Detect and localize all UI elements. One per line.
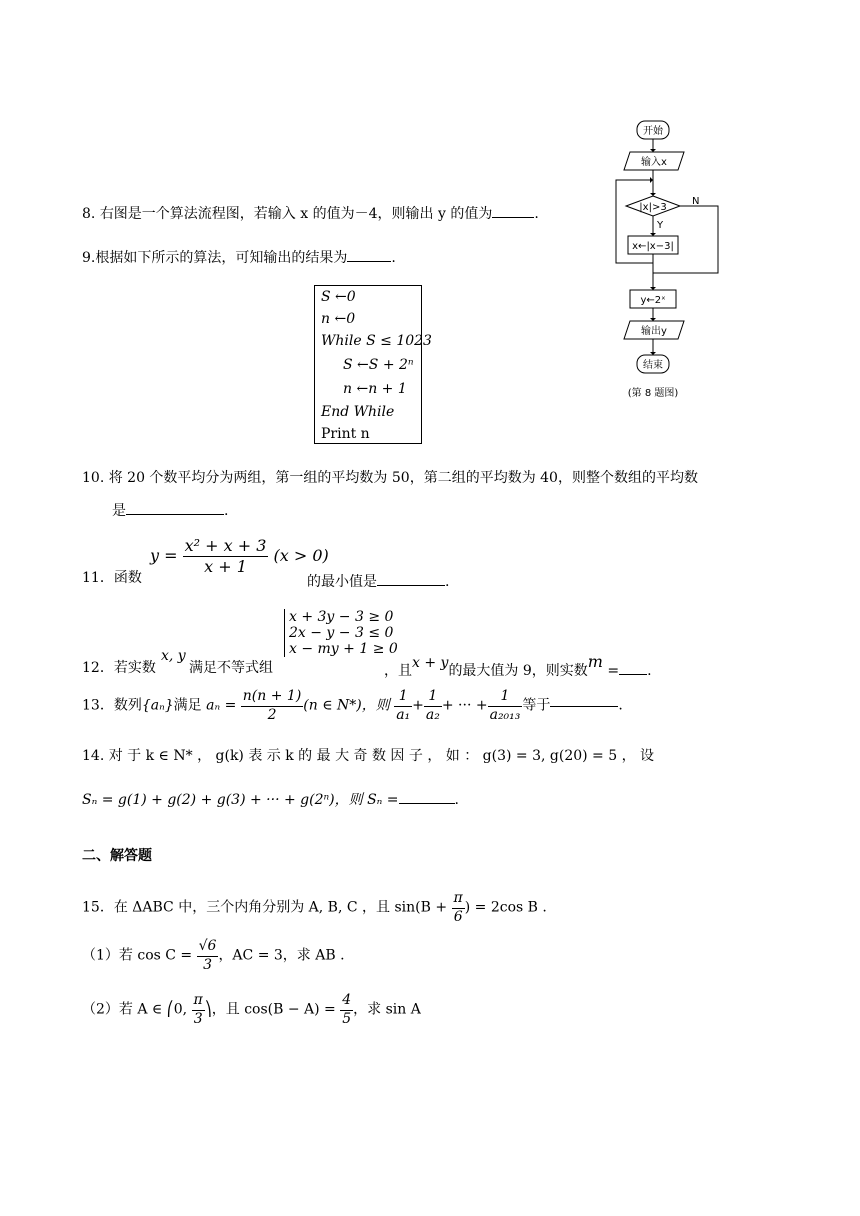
algo-line: S ←S + 2ⁿ	[343, 357, 414, 373]
algo-line: End While	[321, 404, 395, 420]
q14-number: 14.	[82, 748, 105, 764]
q15-sqrt6-over-3	[197, 938, 219, 974]
q12-tail: 的最大值为 9，则实数	[448, 663, 588, 679]
q13-frac-1-den: a₁	[396, 706, 411, 723]
q11-condition: (x > 0)	[273, 546, 329, 565]
q14-line2: Sₙ = g(1) + g(2) + g(3) + ··· + g(2ⁿ)，则 Sₙ =	[82, 792, 399, 808]
q13-frac-2-den: a₂	[425, 706, 440, 723]
question-14-continued	[82, 792, 459, 809]
flow-start-label: 开始	[643, 126, 663, 137]
q9-number: 9.	[82, 250, 96, 266]
question-10-continued	[112, 503, 228, 520]
q11-fraction	[183, 536, 269, 577]
q15-p1-b: ，AC = 3，求 AB .	[218, 947, 345, 964]
q12-and: ，且	[384, 663, 412, 679]
q13-end: .	[618, 697, 623, 714]
q9-end: .	[391, 250, 396, 266]
q11-tail: 的最小值是	[307, 574, 377, 590]
q10-end: .	[224, 503, 229, 519]
q15-three: 3	[203, 956, 212, 973]
q12-ineq-1: x + 3y − 3 ≥ 0	[289, 609, 394, 625]
q15-pi-over-6	[452, 890, 465, 926]
q13-frac-2	[424, 688, 442, 724]
q14-line1: 对 于 k ∈ N* ， g(k) 表 示 k 的 最 大 奇 数 因 子 ， 如 ： g(3) = 3, g(20) = 5 ， 设	[108, 748, 655, 764]
q12-end: .	[647, 663, 652, 679]
flow-process-label: x←|x−3|	[632, 241, 674, 252]
q12-inequality-system	[284, 609, 398, 657]
q10-line1: 将 20 个数平均分为两组，第一组的平均数为 50，第二组的平均数为 40，则整个数组的平均数	[108, 470, 698, 486]
q12-eq: =	[607, 663, 620, 679]
q15-six: 6	[453, 908, 463, 925]
q11-function	[150, 536, 329, 577]
q12-ineq-2: 2x − y − 3 ≤ 0	[289, 625, 394, 642]
q12-vars: x, y	[161, 648, 186, 664]
q14-end: .	[454, 792, 459, 808]
q13-an: aₙ =	[206, 697, 237, 714]
q15-line1-b: ) = 2cos B .	[464, 899, 547, 916]
q13-number: 13．	[82, 697, 114, 714]
q11-numerator: x² + x + 3	[184, 536, 267, 555]
question-9	[82, 250, 396, 267]
q13-answer-blank[interactable]	[550, 705, 618, 707]
q8-answer-blank[interactable]	[492, 216, 534, 218]
q11-denominator: x + 1	[204, 557, 247, 576]
q13-fraction	[241, 688, 304, 724]
q8-end: .	[534, 206, 539, 222]
q13-lead: 数列	[113, 697, 142, 714]
q15-pi2: π	[192, 992, 205, 1011]
q13-frac-3-num: 1	[488, 688, 523, 707]
algo-line: S ←0	[321, 289, 356, 305]
q11-number: 11．	[82, 570, 114, 586]
q13-frac-1-num: 1	[394, 688, 412, 707]
q8-text: 右图是一个算法流程图，若输入 x 的值为－4，则输出 y 的值为	[99, 206, 493, 222]
q12-lead: 若实数	[113, 660, 156, 676]
q13-tail: 等于	[522, 697, 551, 714]
q10-line2: 是	[112, 503, 126, 519]
q12-ineq-3: x − my + 1 ≥ 0	[289, 641, 398, 658]
q13-numerator: n(n + 1)	[241, 688, 304, 707]
q11-end: .	[445, 574, 450, 590]
algo-line: n ←0	[321, 311, 356, 327]
q15-sqrt6: √6	[197, 938, 219, 957]
q15-number: 15．	[82, 899, 114, 916]
q15-four: 4	[340, 992, 353, 1011]
question-12-tail	[384, 652, 652, 680]
flowchart	[600, 118, 740, 408]
q15-five: 5	[342, 1010, 352, 1027]
q9-answer-blank[interactable]	[347, 260, 391, 262]
q10-answer-blank[interactable]	[126, 513, 224, 515]
q12-number: 12．	[82, 660, 114, 676]
q15-p2-c: ，求 sin A	[353, 1001, 421, 1018]
q13-mid: 满足	[173, 697, 202, 714]
q15-pi: π	[452, 890, 465, 909]
q13-frac-1	[394, 688, 412, 724]
q15-line1-a: 在 ΔABC 中，三个内角分别为 A, B, C ，且 sin(B +	[113, 899, 448, 916]
flow-output-label: 输出y	[641, 326, 667, 337]
q13-frac-2-num: 1	[424, 688, 442, 707]
q13-seq: {aₙ}	[141, 697, 174, 714]
section-2-title: 二、解答题	[82, 848, 152, 864]
algo-line: Print n	[321, 426, 370, 442]
q15-pi-over-3	[192, 992, 205, 1028]
q13-dots: + ··· +	[441, 697, 488, 714]
q15-p1-a: （1）若 cos C =	[82, 947, 193, 964]
q9-text: 根据如下所示的算法，可知输出的结果为	[95, 250, 348, 266]
flow-end-label: 结束	[643, 360, 663, 371]
question-11-tail	[307, 574, 449, 591]
q10-number: 10.	[82, 470, 105, 486]
q13-frac-3-den: a₂₀₁₃	[489, 706, 521, 723]
flowchart-caption: (第 8 题图)	[627, 388, 679, 399]
flow-input-label: 输入x	[641, 157, 667, 168]
q11-answer-blank[interactable]	[377, 584, 445, 586]
question-15	[82, 890, 547, 926]
question-8	[82, 206, 539, 223]
q12-answer-blank[interactable]	[619, 673, 647, 675]
q13-cond: (n ∈ N*)，则	[303, 697, 390, 714]
algo-line: While S ≤ 1023	[321, 333, 432, 349]
flow-yes-label: Y	[657, 220, 664, 231]
flow-assign-label: y←2ˣ	[640, 295, 666, 306]
q11-y: y =	[150, 546, 178, 565]
q15-four-fifths	[340, 992, 353, 1028]
q15-p2-b: ⎞，且 cos(B − A) =	[204, 1001, 336, 1018]
question-15-part-2	[82, 992, 421, 1028]
algorithm-box	[314, 285, 432, 444]
q14-answer-blank[interactable]	[399, 802, 455, 804]
question-11-label	[82, 570, 142, 587]
flow-no-label: N	[692, 196, 700, 207]
algo-line: n ←n + 1	[343, 381, 407, 397]
question-12-lead	[82, 660, 156, 677]
q15-p2-a: （2）若 A ∈ ⎛0,	[82, 1001, 188, 1018]
q12-brace	[284, 609, 398, 657]
question-13: 13．数列{aₙ}满足 aₙ = $\frac{n(n + 1)}{2}$ (n ∈ N*)，则 $\frac{1}{\text{a₁}}$ + $\frac{1}{\text{a₂}}$ + ··· + $\frac{1}{\text{a₂₀₁₃}}$ 等于 .	[82, 688, 623, 723]
q12-m: m	[587, 652, 603, 671]
question-10	[82, 470, 698, 487]
q8-number: 8.	[82, 206, 96, 222]
question-15-part-1	[82, 938, 345, 974]
q13-frac-3	[488, 688, 523, 724]
flow-condition-label: |x|>3	[639, 202, 667, 213]
q15-three2: 3	[193, 1010, 203, 1027]
q13-denominator: 2	[267, 706, 277, 723]
q12-mid: 满足不等式组	[189, 660, 273, 676]
question-14	[82, 748, 654, 765]
q12-sum: x + y	[412, 655, 449, 671]
q11-lead: 函数	[113, 570, 142, 586]
